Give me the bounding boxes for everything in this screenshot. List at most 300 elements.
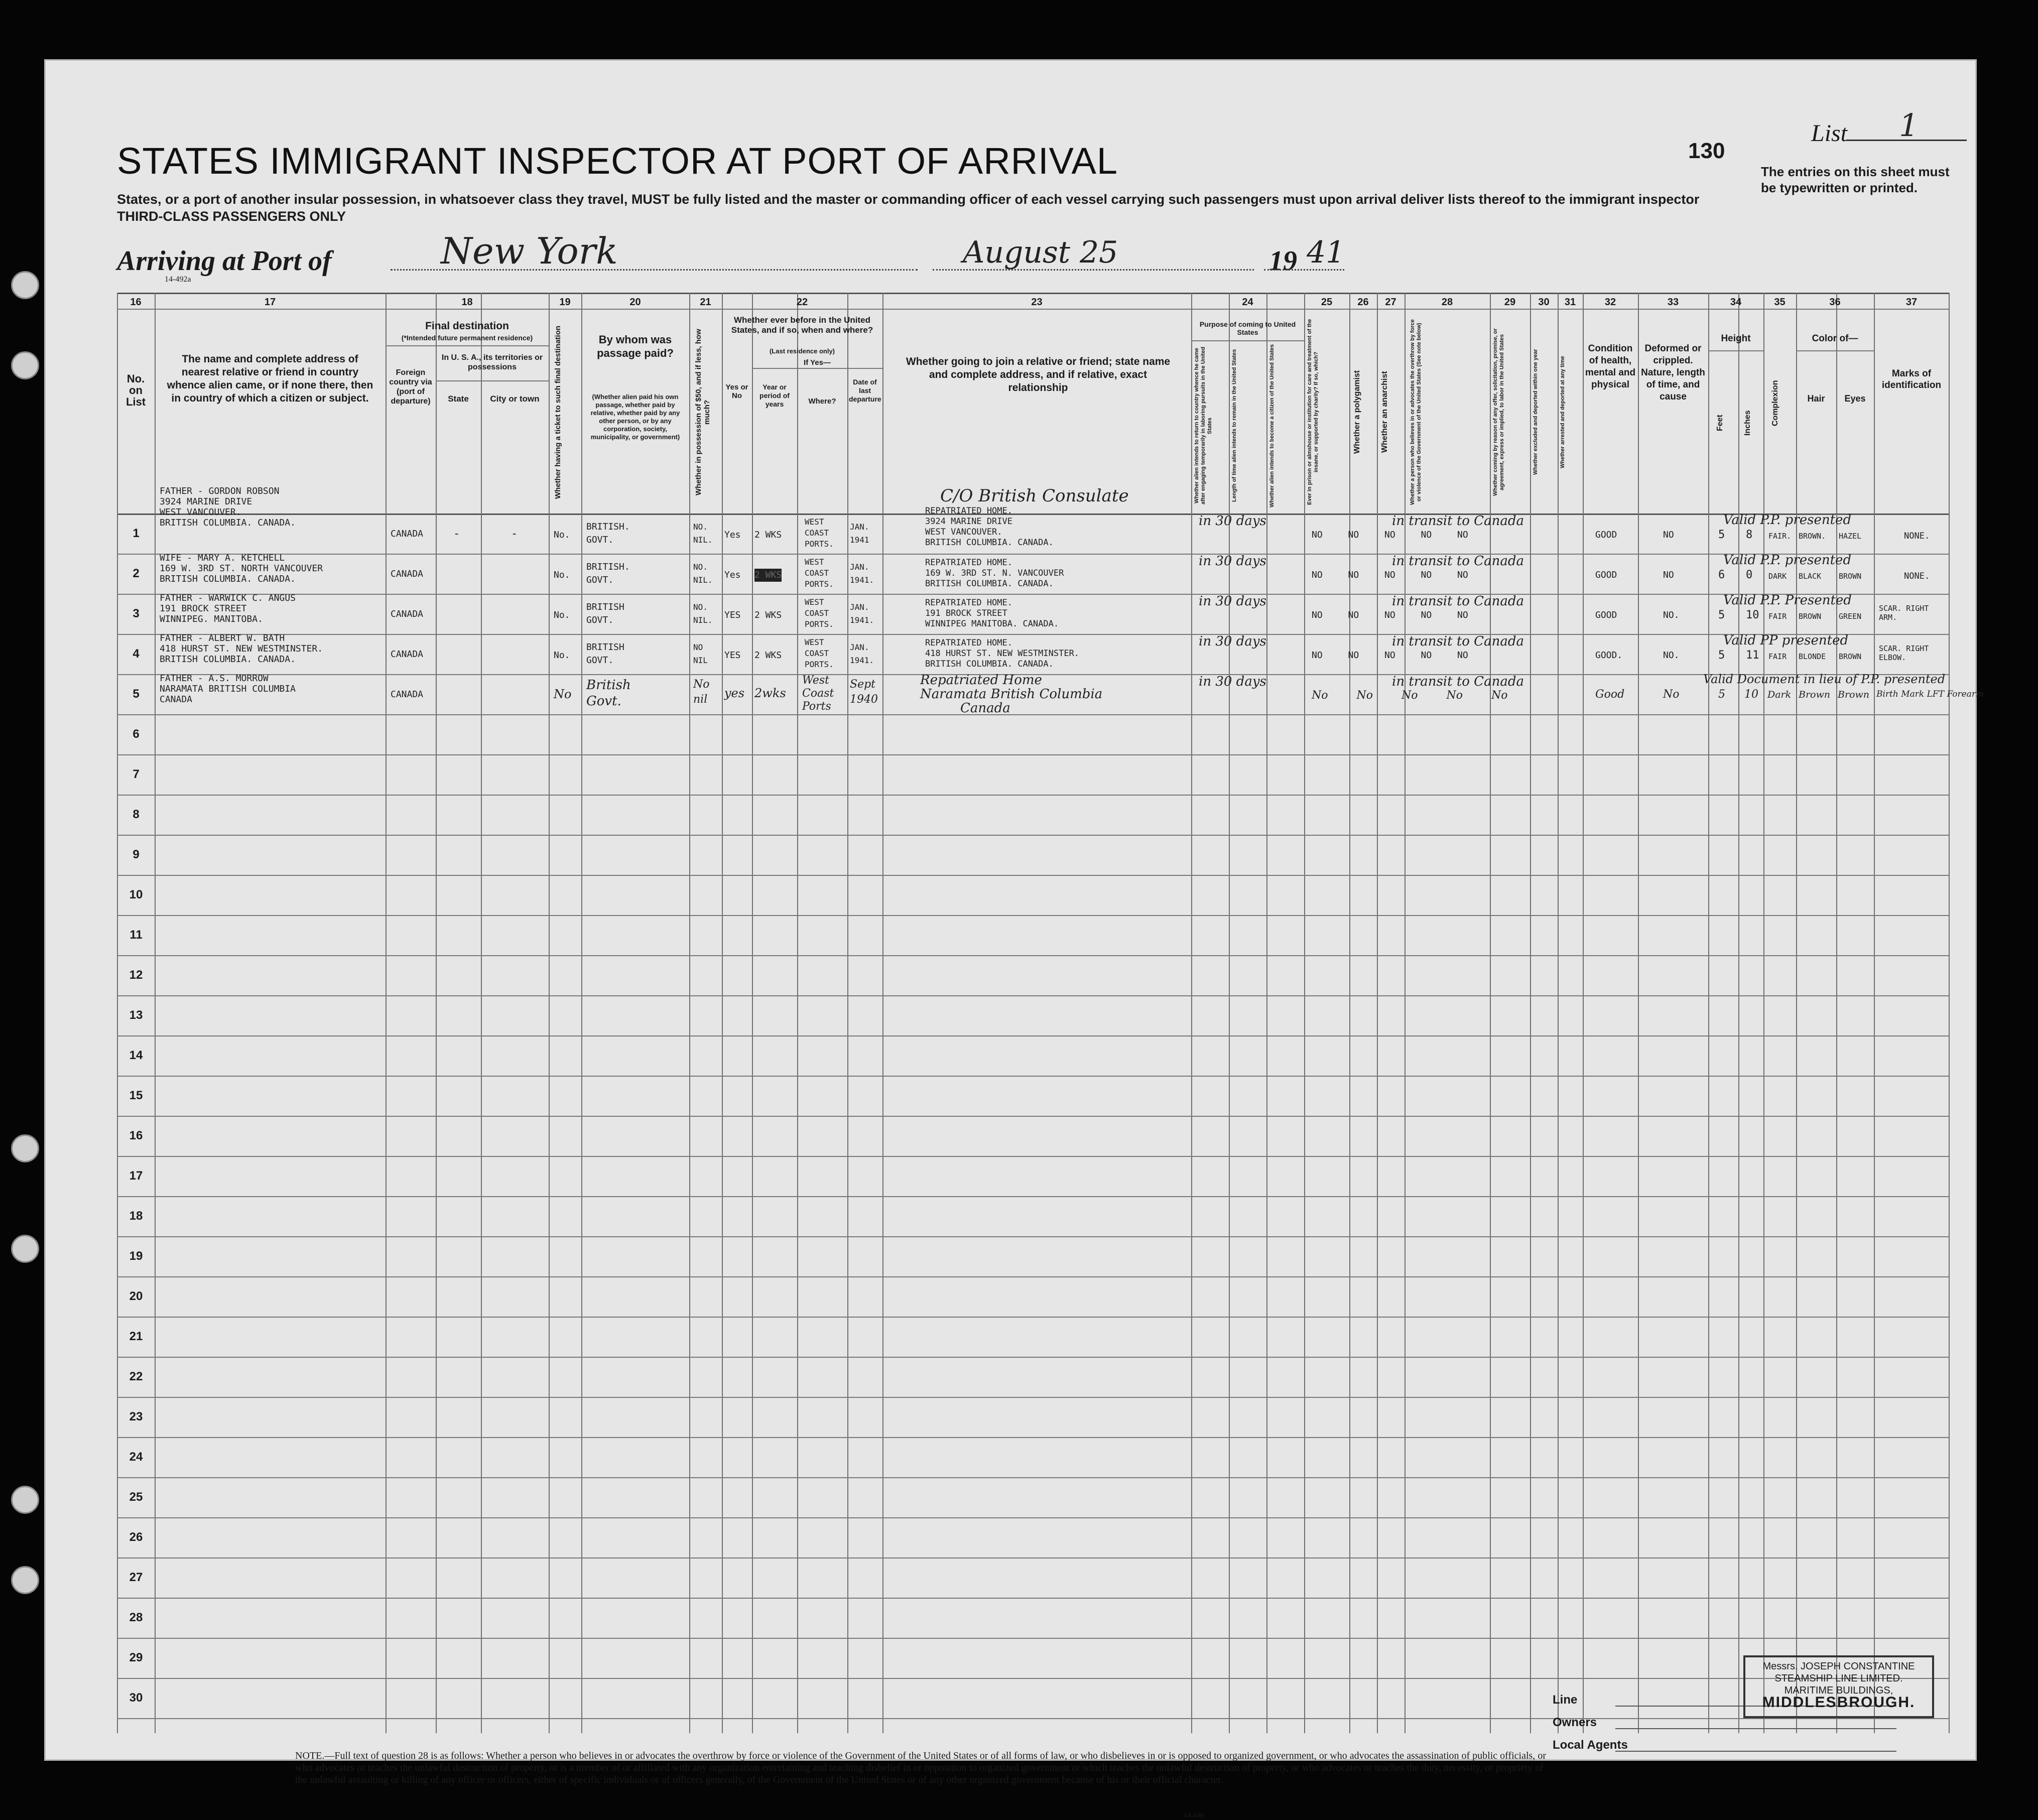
relative-line: 191 BROCK STREET (160, 603, 247, 614)
header-going-to-join: Whether going to join a relative or friend; state name and complete address, and if relative, exact relationship (906, 356, 1171, 394)
paid-cell (586, 561, 630, 587)
binder-hole (11, 1134, 39, 1162)
period-cell: 2 WKS (754, 610, 782, 620)
owners-label: Owners (1553, 1716, 1597, 1729)
date-line: 1941. (850, 656, 874, 665)
stamp-line: STEAMSHIP LINE LIMITED. (1774, 1673, 1903, 1684)
colnum: 32 (1604, 297, 1616, 308)
money-cell (693, 521, 713, 547)
foreign-country-cell: CANADA (391, 569, 424, 579)
yes-no-cell: YES (724, 650, 741, 661)
colnum: 20 (629, 297, 641, 308)
header-col28: Whether a person who believes in or advocates the overthrow by force or violence of the Government of the United States (See note below) (1410, 319, 1422, 505)
header-by-whom-note: (Whether alien paid his own passage, whether paid by relative, whether paid by any other person, or by any corporation, society, municipality, or government) (590, 393, 680, 441)
rule (1708, 350, 1763, 351)
row-number: 9 (133, 848, 140, 861)
remark-cell: Valid P.P. presented (1723, 553, 1852, 568)
money-line: NIL. (693, 615, 713, 625)
marks-cell: SCAR. RIGHT ARM. (1879, 604, 1929, 622)
row-number: 5 (133, 687, 140, 701)
row-rule (117, 1035, 1949, 1036)
table-top-rule (117, 293, 1949, 294)
questions-cell: NO NO NO NO NO (1312, 650, 1468, 661)
yes-no-cell: yes (724, 686, 745, 700)
join-cell (925, 558, 1064, 589)
stamp-line: MARITIME BUILDINGS, (1784, 1685, 1893, 1696)
date-cell (850, 561, 874, 587)
row-number: 10 (129, 888, 143, 901)
row-rule (117, 1517, 1949, 1518)
row-number: 28 (129, 1611, 143, 1624)
paid-cell (586, 641, 624, 667)
row-number: 26 (129, 1530, 143, 1544)
relative-line: BRITISH COLUMBIA. CANADA. (160, 654, 296, 665)
row-rule (117, 1718, 1949, 1719)
relative-line: 418 HURST ST. NEW WESTMINSTER. (160, 643, 323, 654)
transit-cell: in transit to Canada (1392, 674, 1524, 689)
page-subtitle (117, 191, 1773, 225)
join-line: Canada (960, 701, 1010, 716)
colnum: 25 (1321, 297, 1333, 308)
yes-no-cell: YES (724, 610, 741, 620)
join-line: REPATRIATED HOME. (925, 558, 1012, 568)
eyes-cell: BROWN (1839, 572, 1862, 581)
where-cell (802, 674, 834, 713)
rule (1796, 350, 1874, 351)
header-feet: Feet (1716, 415, 1724, 432)
table-row (117, 594, 1949, 634)
purpose-cell: in 30 days (1199, 634, 1266, 649)
binder-hole (11, 1486, 39, 1514)
relative-line: BRITISH COLUMBIA. CANADA. (160, 574, 296, 584)
relative-cell (160, 553, 323, 584)
where-line: PORTS. (805, 539, 834, 549)
header-year-period: Year or period of years (759, 383, 790, 408)
header-inches: Inches (1743, 410, 1752, 436)
colnum: 28 (1441, 297, 1453, 308)
transit-cell: in transit to Canada (1392, 513, 1524, 529)
port-name: New York (441, 230, 618, 272)
money-line: NIL. (693, 575, 713, 585)
colnum: 29 (1504, 297, 1516, 308)
paid-line: BRITISH (586, 642, 624, 653)
header-final-destination-note: (*Intended future permanent residence) (401, 334, 533, 342)
year-prefix: 19 (1269, 245, 1297, 277)
row-number: 16 (129, 1129, 143, 1142)
money-cell (693, 561, 713, 587)
relative-line: FATHER - A.S. MORROW (160, 673, 269, 684)
header-relative: The name and complete address of nearest relative or friend in country whence alien came, or if none there, then in country of which a citizen or subject. (167, 353, 373, 404)
list-underline (1846, 140, 1967, 141)
row-rule (117, 1357, 1949, 1358)
relative-line: BRITISH COLUMBIA. CANADA. (160, 517, 296, 528)
hair-cell: BLACK (1799, 572, 1822, 581)
feet-cell: 5 (1718, 649, 1725, 662)
list-number: 1 (1899, 107, 1919, 144)
deformed-cell: NO (1663, 570, 1674, 580)
complexion-cell: FAIR (1768, 612, 1787, 621)
header-purpose-b: Length of time alien intends to remain in the United States (1231, 349, 1237, 502)
marks-cell: Birth Mark LFT Forearm (1876, 689, 1984, 699)
money-line: NO. (693, 522, 708, 532)
header-condition: Condition of health, mental and physical (1585, 343, 1636, 390)
health-cell: GOOD (1595, 570, 1617, 580)
relative-cell (160, 633, 323, 665)
foreign-country-cell: CANADA (391, 649, 424, 660)
join-cell (925, 506, 1054, 548)
row-number: 12 (129, 968, 143, 982)
header-col29: Whether coming by reason of any offer, solicitation, promise, or agreement, express or implied, to labor in the United States (1492, 328, 1505, 496)
join-line: BRITISH COLUMBIA. CANADA. (925, 538, 1054, 548)
questions-cell: No No No No No (1312, 689, 1508, 702)
health-cell: GOOD (1595, 530, 1617, 540)
table-row (117, 672, 1984, 716)
where-cell (805, 516, 834, 550)
questions-cell: NO NO NO NO NO (1312, 570, 1468, 580)
rule (752, 368, 882, 369)
where-line: West (802, 674, 829, 687)
paid-line: GOVT. (586, 655, 614, 666)
header-eyes: Eyes (1844, 394, 1866, 404)
join-line: BRITISH COLUMBIA. CANADA. (925, 579, 1054, 589)
city-cell: - (511, 528, 518, 540)
complexion-cell: FAIR. (1768, 532, 1792, 541)
header-state: State (448, 394, 469, 404)
header-hair: Hair (1807, 394, 1825, 404)
header-anarchist: Whether an anarchist (1380, 371, 1389, 453)
feet-cell: 6 (1718, 569, 1725, 581)
health-cell: GOOD (1595, 610, 1617, 620)
remark-cell: Valid Document in lieu of P.P. presented (1703, 672, 1946, 686)
relative-line: 169 W. 3RD ST. NORTH VANCOUVER (160, 563, 323, 574)
colnum: 37 (1905, 297, 1918, 308)
paid-cell (586, 677, 631, 709)
join-line: Naramata British Columbia (920, 687, 1103, 702)
paid-line: BRITISH. (586, 562, 630, 572)
paid-line: GOVT. (586, 535, 614, 545)
where-cell (805, 557, 834, 590)
header-height: Height (1721, 333, 1751, 344)
subtitle-line-1: States, or a port of another insular possession, in whatsoever class they travel, MUST be fully listed and the master or commanding officer of each vessel carrying such passengers must upon arrival deliver lists thereof to the immigrant inspector (117, 192, 1700, 207)
colnum: 21 (700, 297, 711, 308)
money-line: nil (693, 693, 708, 706)
row-rule (117, 915, 1949, 916)
deformed-cell: No (1663, 688, 1680, 701)
local-agents-label: Local Agents (1553, 1738, 1628, 1752)
colnum: 22 (796, 297, 808, 308)
colnum: 33 (1667, 297, 1679, 308)
row-number: 22 (129, 1370, 143, 1383)
ticket-cell: No. (554, 650, 570, 661)
date-line: JAN. (850, 522, 869, 532)
row-rule (117, 1397, 1949, 1398)
join-cell-header: C/O British Consulate (940, 486, 1129, 506)
manifest-table (117, 293, 1984, 1733)
manifest-sheet (44, 59, 1984, 1819)
ticket-cell: No. (554, 530, 570, 540)
date-line: JAN. (850, 642, 869, 652)
join-line: 418 HURST ST. NEW WESTMINSTER. (925, 648, 1080, 659)
transit-cell: in transit to Canada (1392, 594, 1524, 609)
local-agents-field (1615, 1751, 1896, 1752)
ticket-cell: No. (554, 570, 570, 580)
where-line: WEST (805, 597, 824, 607)
relative-line: NARAMATA BRITISH COLUMBIA (160, 684, 296, 694)
paid-line: GOVT. (586, 575, 614, 585)
row-rule (117, 835, 1949, 836)
hair-cell: BLONDE (1799, 652, 1826, 661)
relative-line: CANADA (160, 694, 193, 705)
inches-cell: 0 (1746, 569, 1753, 581)
header-no-on-list: No. on List (125, 372, 146, 408)
where-line: COAST (805, 528, 829, 538)
join-line: REPATRIATED HOME. (925, 506, 1012, 516)
header-foreign-country: Foreign country via (port of departure) (389, 368, 432, 406)
question-28-note: NOTE.—Full text of question 28 is as follows: Whether a person who believes in or advocates the overthrow by force or violence of the Government of the United States or of all forms of law, or who disbelieves in or is opposed to organized government, or who advocates the assassination of public officials, or who advocates or teaches the unlawful destruction of property, or is a member of or affiliated with any organization entertaining and teaching disbelief in or opposition to organized government or which teaches the unlawful destruction of property, or who advocates or teaches the duty, necessity, or propriety of the unlawful assaulting or killing of any officer or officers, either of specific individuals or of officers generally, of the Government of the United States or of any other organized government because of his or their official character. (295, 1750, 1546, 1785)
inches-cell: 10 (1746, 609, 1759, 621)
row-number: 3 (133, 607, 140, 620)
table-row (117, 486, 1949, 554)
purpose-cell: in 30 days (1199, 594, 1266, 609)
header-city: City or town (490, 394, 540, 404)
header-final-destination: Final destination (425, 320, 509, 332)
money-line: NIL (693, 656, 708, 665)
eyes-cell: GREEN (1839, 612, 1862, 621)
row-number: 18 (129, 1209, 143, 1223)
purpose-cell: in 30 days (1199, 674, 1266, 689)
money-line: No (693, 678, 710, 691)
where-line: COAST (805, 648, 829, 658)
deformed-cell: NO. (1663, 610, 1680, 620)
where-line: Coast (802, 687, 834, 700)
row-rule (117, 1076, 1949, 1077)
binder-hole (11, 1566, 39, 1594)
row-number: 21 (129, 1330, 143, 1343)
foreign-country-cell: CANADA (391, 529, 424, 539)
purpose-cell: in 30 days (1199, 513, 1266, 529)
remark-cell: Valid P.P. Presented (1723, 593, 1852, 608)
row-rule (117, 795, 1949, 796)
date-line: JAN. (850, 602, 869, 612)
row-rule (117, 995, 1949, 996)
inches-cell: 8 (1746, 529, 1753, 541)
foreign-country-cell: CANADA (391, 609, 424, 619)
colnum: 19 (559, 297, 571, 308)
where-cell (805, 597, 834, 630)
year-suffix: 41 (1307, 235, 1345, 270)
row-rule (117, 1196, 1949, 1197)
where-line: PORTS. (805, 579, 834, 589)
feet-cell: 5 (1718, 688, 1725, 701)
date-line: 1941. (850, 615, 874, 625)
join-line: WINNIPEG MANITOBA. CANADA. (925, 619, 1059, 629)
remark-cell: Valid P.P. presented (1723, 512, 1852, 528)
header-color-of: Color of— (1812, 333, 1858, 344)
money-line: NO. (693, 602, 708, 612)
questions-cell: NO NO NO NO NO (1312, 610, 1468, 620)
header-complexion: Complexion (1771, 380, 1779, 426)
stamp-line: Messrs. JOSEPH CONSTANTINE (1762, 1661, 1915, 1672)
inches-cell: 10 (1744, 688, 1758, 701)
where-line: PORTS. (805, 660, 834, 669)
row-rule (117, 1638, 1949, 1639)
row-number: 2 (133, 567, 140, 580)
row-number: 17 (129, 1169, 143, 1183)
date-cell (850, 641, 874, 667)
marks-cell: SCAR. RIGHT ELBOW. (1879, 644, 1929, 662)
eyes-cell: BROWN (1839, 652, 1862, 661)
join-line: 169 W. 3RD ST. N. VANCOUVER (925, 568, 1064, 578)
date-line: Sept (850, 678, 876, 691)
relative-line: WIFE - MARY A. KETCHELL (160, 553, 285, 563)
form-number-bottom: 14-430 (1184, 1812, 1204, 1819)
foreign-country-cell: CANADA (391, 689, 424, 700)
colnum: 18 (461, 297, 473, 308)
where-line: WEST (805, 557, 824, 567)
paid-line: BRITISH (586, 602, 624, 612)
header-ever-before-note: (Last residence only) (769, 347, 835, 355)
health-cell: GOOD. (1595, 650, 1623, 661)
complexion-cell: Dark (1767, 689, 1792, 700)
hair-cell: BROWN (1799, 612, 1822, 621)
header-polygamist: Whether a polygamist (1353, 370, 1361, 454)
row-rule (117, 1557, 1949, 1558)
eyes-cell: HAZEL (1839, 532, 1862, 541)
rule (1191, 340, 1304, 341)
join-cell (920, 673, 1102, 715)
row-number: 15 (129, 1089, 143, 1102)
row-number: 27 (129, 1571, 143, 1584)
header-marks: Marks of identification (1881, 368, 1942, 391)
header-col30: Whether excluded and deported within one year (1533, 349, 1539, 475)
inches-cell: 11 (1746, 649, 1759, 662)
list-label: List (1811, 120, 1848, 147)
date-cell (850, 677, 878, 707)
period-cell: 2 WKS (754, 650, 782, 661)
where-line: PORTS. (805, 619, 834, 629)
row-number: 29 (129, 1651, 143, 1664)
where-line: WEST (805, 637, 824, 647)
row-rule (117, 1276, 1949, 1277)
date-line: JAN. (850, 562, 869, 572)
colnum: 31 (1564, 297, 1576, 308)
row-rule (117, 1437, 1949, 1438)
join-line: REPATRIATED HOME. (925, 598, 1012, 608)
header-by-whom: By whom was passage paid? (597, 333, 674, 359)
where-line: COAST (805, 608, 829, 618)
relative-line: FATHER - GORDON ROBSON (160, 486, 280, 496)
row-number: 19 (129, 1249, 143, 1263)
row-number: 13 (129, 1008, 143, 1022)
row-number: 1 (133, 527, 140, 540)
date-cell (850, 521, 869, 547)
colnum: 36 (1829, 297, 1841, 308)
binder-hole (11, 351, 39, 379)
complexion-cell: DARK (1768, 572, 1787, 581)
relative-line: WEST VANCOUVER. (160, 507, 241, 517)
money-line: NO. (693, 562, 708, 572)
colnum: 34 (1730, 297, 1742, 308)
date-cell (850, 601, 874, 627)
header-ticket: Whether having a ticket to such final destination (554, 325, 562, 499)
money-cell (693, 677, 710, 707)
row-rule (117, 1678, 1949, 1679)
arrival-date: August 25 (963, 235, 1118, 270)
colnum: 27 (1385, 297, 1396, 308)
row-number: 6 (133, 727, 140, 741)
colnum: 17 (264, 297, 276, 308)
ticket-cell: No (554, 687, 572, 701)
where-line: WEST (805, 517, 824, 527)
arriving-label: Arriving at Port of (117, 245, 332, 277)
join-cell (925, 638, 1079, 670)
header-deformed: Deformed or crippled. Nature, length of time, and cause (1641, 343, 1705, 402)
header-in-usa: In U. S. A., its territories or possessions (441, 353, 543, 371)
year-line (1264, 269, 1344, 271)
subtitle-line-2: THIRD-CLASS PASSENGERS ONLY (117, 209, 346, 224)
eyes-cell: Brown (1838, 689, 1869, 700)
period-cell: 2wks (754, 686, 786, 700)
header-purpose-a: Whether alien intends to return to country whence he came after engaging temporarily in laboring pursuits in the United States (1194, 346, 1213, 505)
join-line: REPATRIATED HOME. (925, 638, 1012, 648)
page-number: 130 (1688, 139, 1725, 163)
health-cell: Good (1595, 688, 1625, 701)
row-number: 14 (129, 1049, 143, 1062)
header-possession-50: Whether in possession of $50, and if less, how much? (694, 329, 711, 495)
line-label: Line (1553, 1693, 1578, 1707)
row-number: 4 (133, 647, 140, 661)
row-number: 8 (133, 808, 140, 821)
colnum: 35 (1774, 297, 1786, 308)
steamship-line-stamp (1743, 1655, 1934, 1718)
date-line: 1941. (850, 575, 874, 585)
colnum: 30 (1538, 297, 1550, 308)
row-number: 24 (129, 1450, 143, 1464)
feet-cell: 5 (1718, 529, 1725, 541)
row-number: 30 (129, 1691, 143, 1705)
join-line: BRITISH COLUMBIA. CANADA. (925, 659, 1054, 669)
row-rule (117, 955, 1949, 956)
relative-line: FATHER - WARWICK C. ANGUS (160, 593, 296, 603)
row-rule (117, 1236, 1949, 1237)
where-line: Ports (802, 700, 831, 713)
header-date-departure: Date of last departure (849, 378, 881, 403)
hair-cell: Brown (1799, 689, 1830, 700)
yes-no-cell: Yes (724, 570, 741, 580)
header-if-yes: If Yes— (804, 358, 831, 367)
colnum: 26 (1357, 297, 1369, 308)
form-number-top: 14-492a (165, 275, 191, 284)
purpose-cell: in 30 days (1199, 554, 1266, 569)
relative-line: 3924 MARINE DRIVE (160, 496, 252, 507)
state-cell: - (453, 528, 460, 540)
relative-line: WINNIPEG. MANITOBA. (160, 614, 263, 624)
table-row (117, 554, 1949, 594)
paid-line: BRITISH. (586, 522, 630, 532)
questions-cell: NO NO NO NO NO (1312, 530, 1468, 540)
money-line: NO (693, 642, 703, 652)
header-purpose-c: Whether alien intends to become a citizen of the United States (1269, 344, 1275, 507)
where-cell (805, 637, 834, 670)
complexion-cell: FAIR (1768, 652, 1787, 661)
relative-line: FATHER - ALBERT W. BATH (160, 633, 285, 643)
feet-cell: 5 (1718, 609, 1725, 621)
owners-field (1615, 1728, 1896, 1729)
binder-hole (11, 1235, 39, 1263)
join-line: 191 BROCK STREET (925, 608, 1007, 618)
table-row (117, 634, 1949, 674)
entries-note: The entries on this sheet must be typewritten or printed. (1761, 164, 1950, 195)
